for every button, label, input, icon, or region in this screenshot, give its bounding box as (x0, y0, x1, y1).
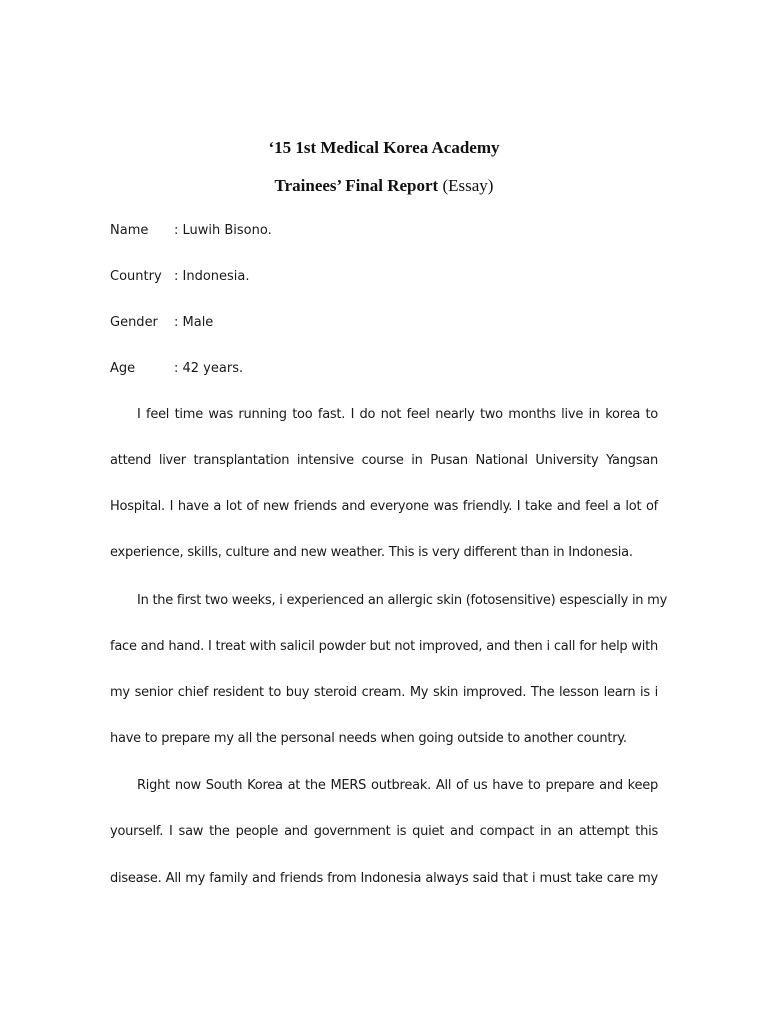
field-gender-value: : Male (174, 315, 214, 330)
field-name (110, 223, 272, 238)
subtitle-bold-text: Trainees’ Final Report (274, 176, 443, 195)
paragraph-2-line-2: face and hand. I treat with salicil powder but not improved, and then i call for help with (110, 639, 658, 654)
paragraph-3-line-1: Right now South Korea at the MERS outbreak. All of us have to prepare and keep (137, 778, 658, 793)
field-country-label: Country (110, 269, 162, 284)
paragraph-1-line-3: Hospital. I have a lot of new friends and everyone was friendly. I take and feel a lot of (110, 499, 658, 514)
field-name-label: Name (110, 223, 149, 238)
field-age-value: : 42 years. (174, 361, 244, 376)
paragraph-3-line-3: disease. All my family and friends from Indonesia always said that i must take care my (110, 871, 658, 886)
field-gender (110, 315, 213, 330)
field-country (110, 269, 250, 284)
field-age (110, 361, 243, 376)
paragraph-1-line-1: I feel time was running too fast. I do not feel nearly two months live in korea to (137, 407, 658, 422)
paragraph-1-line-2: attend liver transplantation intensive course in Pusan National University Yangsan (110, 453, 658, 468)
paragraph-2-line-3: my senior chief resident to buy steroid cream. My skin improved. The lesson learn is i (110, 685, 658, 700)
paragraph-2-line-4: have to prepare my all the personal needs when going outside to another country. (110, 731, 627, 746)
paragraph-3-line-2: yourself. I saw the people and government is quiet and compact in an attempt this (110, 824, 658, 839)
paragraph-1-line-4: experience, skills, culture and new weather. This is very different than in Indonesia. (110, 545, 633, 560)
document-subtitle (0, 176, 768, 196)
field-age-label: Age (110, 361, 136, 376)
field-name-value: : Luwih Bisono. (174, 223, 272, 238)
field-country-value: : Indonesia. (174, 269, 250, 284)
paragraph-2-line-1: In the first two weeks, i experienced an allergic skin (fotosensitive) espescially in my (137, 593, 668, 608)
subtitle-essay-text: (Essay) (442, 176, 494, 195)
document-title: ‘15 1st Medical Korea Academy (268, 138, 500, 157)
field-gender-label: Gender (110, 315, 158, 330)
